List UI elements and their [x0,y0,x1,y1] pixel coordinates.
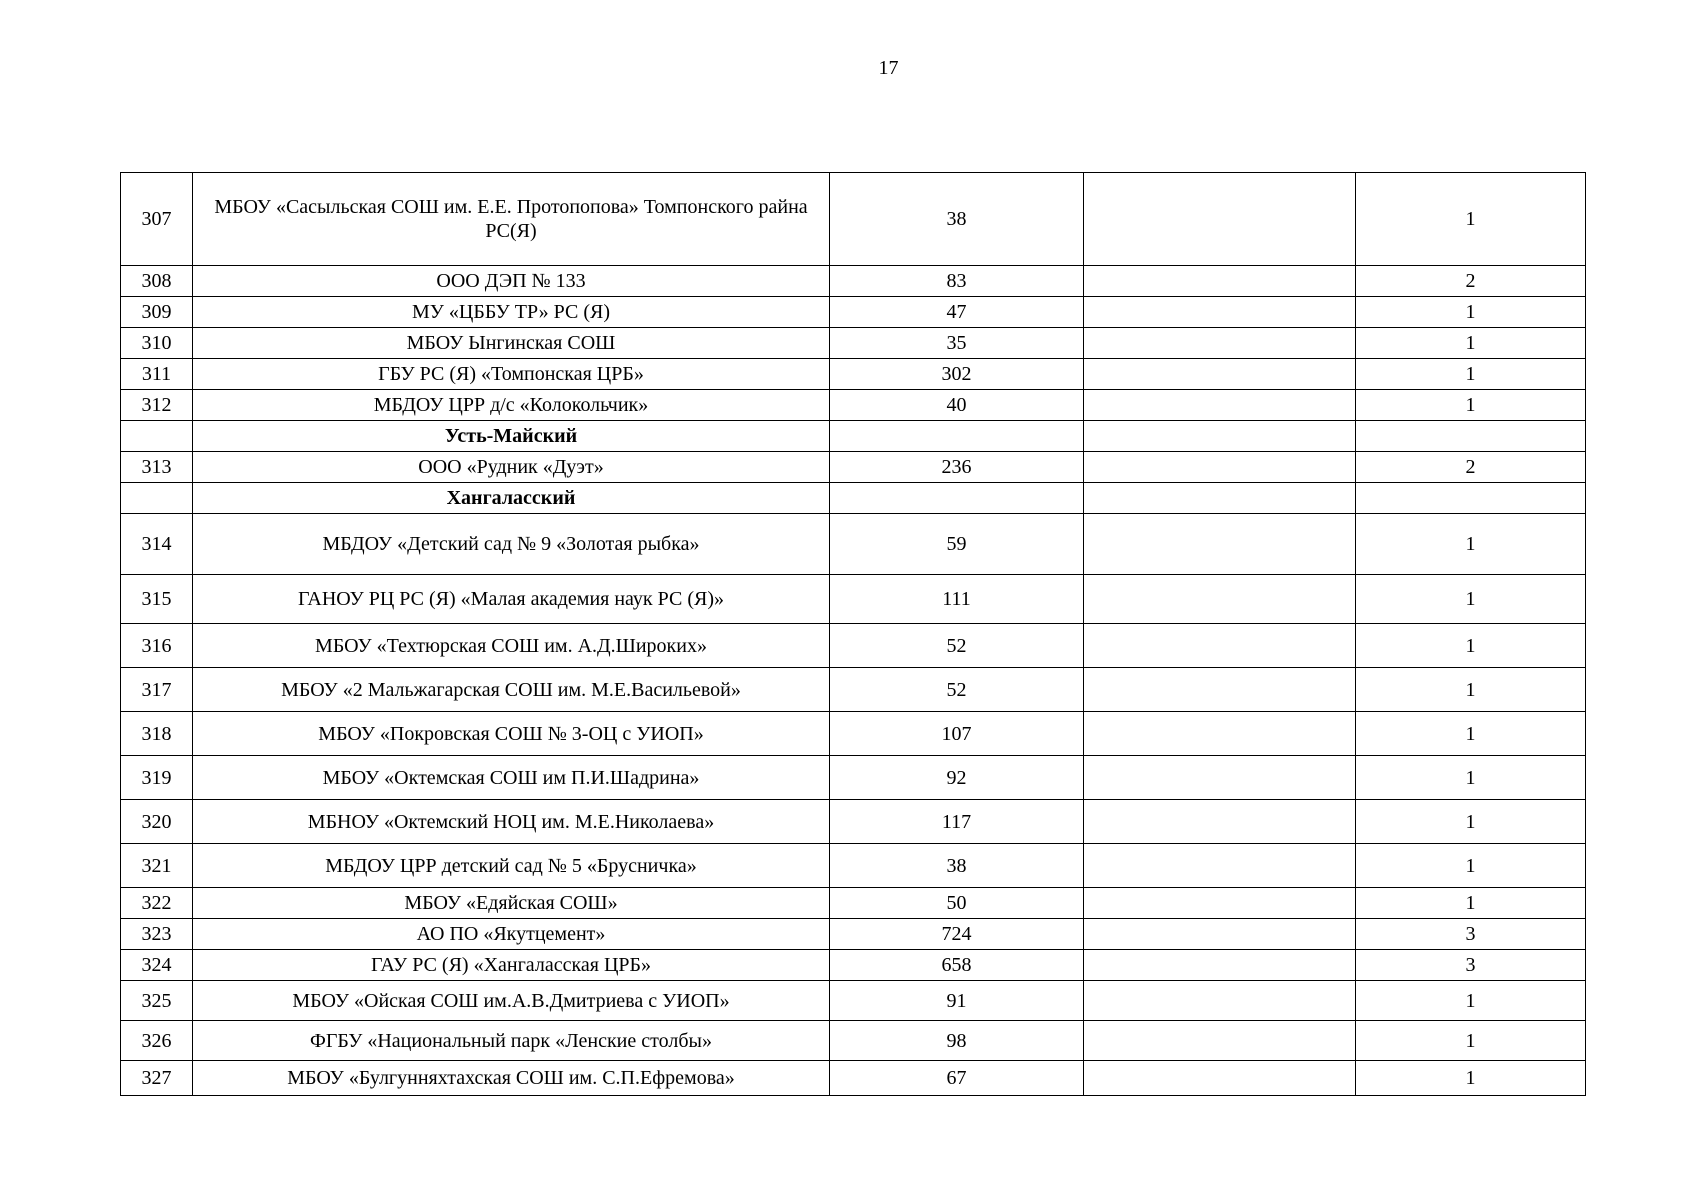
empty-cell [1084,421,1356,452]
employee-count: 107 [830,712,1084,756]
table-row [121,514,1586,575]
empty-cell [1084,173,1356,266]
table-row [121,844,1586,888]
empty-cell [1084,359,1356,390]
empty-cell [1084,712,1356,756]
row-number: 311 [121,359,193,390]
row-number: 307 [121,173,193,266]
employee-count: 38 [830,173,1084,266]
empty-cell [1084,452,1356,483]
organization-name: ГАУ РС (Я) «Хангаласская ЦРБ» [193,950,830,981]
quantity: 1 [1356,888,1586,919]
employee-count [830,421,1084,452]
quantity: 1 [1356,514,1586,575]
employee-count [830,483,1084,514]
empty-cell [1084,514,1356,575]
empty-cell [1084,888,1356,919]
table-row [121,888,1586,919]
employee-count: 91 [830,981,1084,1021]
row-number: 312 [121,390,193,421]
quantity: 3 [1356,950,1586,981]
table-row [121,800,1586,844]
row-number: 318 [121,712,193,756]
empty-cell [1084,756,1356,800]
empty-cell [1084,844,1356,888]
organization-name: МБОУ «Ойская СОШ им.А.В.Дмитриева с УИОП» [193,981,830,1021]
table-row [121,668,1586,712]
table-row [121,624,1586,668]
row-number: 326 [121,1021,193,1061]
empty-cell [1084,266,1356,297]
organization-name: ООО «Рудник «Дуэт» [193,452,830,483]
empty-cell [1084,950,1356,981]
organization-name: МБДОУ «Детский сад № 9 «Золотая рыбка» [193,514,830,575]
quantity: 1 [1356,981,1586,1021]
quantity: 1 [1356,712,1586,756]
quantity: 1 [1356,1061,1586,1096]
district-name: Хангаласский [193,483,830,514]
row-number: 313 [121,452,193,483]
employee-count: 302 [830,359,1084,390]
row-number: 316 [121,624,193,668]
table-row [121,950,1586,981]
row-number: 323 [121,919,193,950]
quantity: 1 [1356,800,1586,844]
row-number: 325 [121,981,193,1021]
table-row [121,328,1586,359]
employee-count: 236 [830,452,1084,483]
empty-cell [1084,328,1356,359]
empty-cell [1084,297,1356,328]
quantity: 1 [1356,844,1586,888]
employee-count: 83 [830,266,1084,297]
employee-count: 38 [830,844,1084,888]
organization-name: МБОУ «Сасыльская СОШ им. Е.Е. Протопопова» Томпонского райна РС(Я) [193,173,830,266]
empty-cell [1084,981,1356,1021]
table-row [121,390,1586,421]
empty-cell [1084,483,1356,514]
district-header-row [121,483,1586,514]
table-row [121,1021,1586,1061]
row-number: 324 [121,950,193,981]
row-number: 322 [121,888,193,919]
organization-name: ГБУ РС (Я) «Томпонская ЦРБ» [193,359,830,390]
quantity: 1 [1356,668,1586,712]
row-number: 321 [121,844,193,888]
table-row [121,575,1586,624]
quantity: 2 [1356,266,1586,297]
employee-count: 724 [830,919,1084,950]
quantity: 1 [1356,297,1586,328]
table-row [121,359,1586,390]
empty-cell [1084,1061,1356,1096]
quantity: 1 [1356,173,1586,266]
row-number [121,421,193,452]
row-number: 309 [121,297,193,328]
empty-cell [1084,575,1356,624]
organization-name: МБОУ «Покровская СОШ № 3-ОЦ с УИОП» [193,712,830,756]
row-number: 314 [121,514,193,575]
row-number: 320 [121,800,193,844]
organization-name: МБОУ Ынгинская СОШ [193,328,830,359]
table-row [121,452,1586,483]
organization-name: МБДОУ ЦРР детский сад № 5 «Брусничка» [193,844,830,888]
organization-name: ООО ДЭП № 133 [193,266,830,297]
employee-count: 47 [830,297,1084,328]
table-row [121,919,1586,950]
quantity: 1 [1356,359,1586,390]
district-header-row [121,421,1586,452]
employee-count: 92 [830,756,1084,800]
empty-cell [1084,624,1356,668]
employee-count: 52 [830,668,1084,712]
employee-count: 117 [830,800,1084,844]
empty-cell [1084,1021,1356,1061]
table-body [121,173,1586,1096]
table-row [121,712,1586,756]
employee-count: 67 [830,1061,1084,1096]
organization-name: МБОУ «Булгунняхтахская СОШ им. С.П.Ефремова» [193,1061,830,1096]
empty-cell [1084,390,1356,421]
organization-name: АО ПО «Якутцемент» [193,919,830,950]
empty-cell [1084,668,1356,712]
employee-count: 35 [830,328,1084,359]
district-name: Усть-Майский [193,421,830,452]
table-row [121,756,1586,800]
employee-count: 52 [830,624,1084,668]
organization-name: ГАНОУ РЦ РС (Я) «Малая академия наук РС (Я)» [193,575,830,624]
row-number: 310 [121,328,193,359]
table-row [121,1061,1586,1096]
organization-name: МБОУ «2 Мальжагарская СОШ им. М.Е.Васильевой» [193,668,830,712]
table-row [121,266,1586,297]
organization-name: МБОУ «Техтюрская СОШ им. А.Д.Широких» [193,624,830,668]
quantity: 2 [1356,452,1586,483]
organization-name: МБОУ «Октемская СОШ им П.И.Шадрина» [193,756,830,800]
data-table [120,172,1586,1096]
quantity: 1 [1356,575,1586,624]
table-row [121,981,1586,1021]
empty-cell [1084,919,1356,950]
empty-cell [1084,800,1356,844]
organization-name: ФГБУ «Национальный парк «Ленские столбы» [193,1021,830,1061]
employee-count: 50 [830,888,1084,919]
row-number: 308 [121,266,193,297]
organization-name: МБНОУ «Октемский НОЦ им. М.Е.Николаева» [193,800,830,844]
employee-count: 59 [830,514,1084,575]
row-number: 327 [121,1061,193,1096]
quantity: 1 [1356,624,1586,668]
quantity [1356,421,1586,452]
quantity: 1 [1356,756,1586,800]
table-row [121,173,1586,266]
table-row [121,297,1586,328]
quantity: 1 [1356,1021,1586,1061]
quantity: 1 [1356,328,1586,359]
organization-name: МБОУ «Едяйская СОШ» [193,888,830,919]
employee-count: 111 [830,575,1084,624]
organization-name: МБДОУ ЦРР д/с «Колокольчик» [193,390,830,421]
quantity [1356,483,1586,514]
row-number [121,483,193,514]
row-number: 319 [121,756,193,800]
employee-count: 98 [830,1021,1084,1061]
employee-count: 40 [830,390,1084,421]
row-number: 317 [121,668,193,712]
employee-count: 658 [830,950,1084,981]
row-number: 315 [121,575,193,624]
quantity: 1 [1356,390,1586,421]
organization-name: МУ «ЦББУ ТР» РС (Я) [193,297,830,328]
page-number: 17 [878,57,899,79]
quantity: 3 [1356,919,1586,950]
